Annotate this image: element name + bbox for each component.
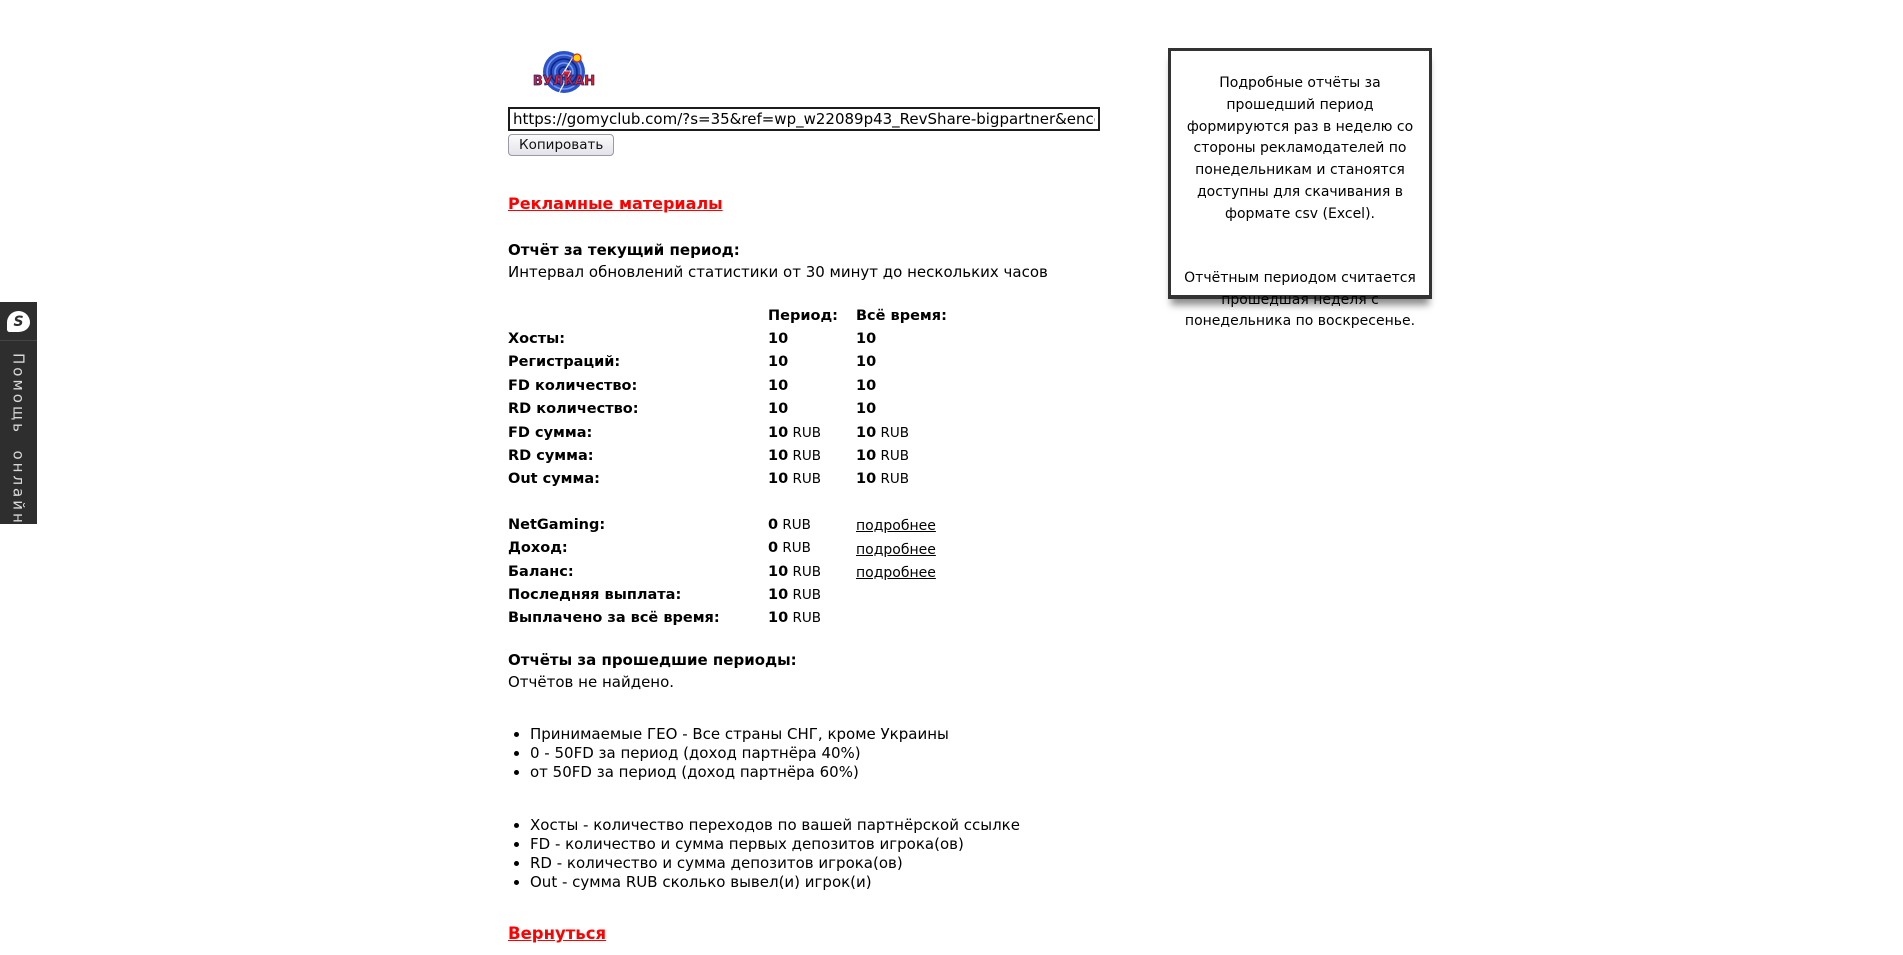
stats-row-label: Регистраций: (508, 354, 621, 371)
balance-value (768, 610, 856, 626)
back-link[interactable]: Вернуться (508, 923, 607, 943)
stats-row-label: RD количество: (508, 401, 639, 418)
balance-row-label: Последняя выплата: (508, 586, 682, 603)
value-number: 10 (768, 401, 789, 418)
value-number: 10 (768, 471, 789, 488)
value-unit: RUB (788, 563, 822, 580)
balance-row-label: Баланс: (508, 563, 574, 580)
value-number: 10 (856, 354, 877, 371)
balance-row-label: Доход: (508, 540, 568, 557)
stats-row-label: Out сумма: (508, 471, 600, 488)
stats-table (508, 304, 1168, 491)
past-reports-title: Отчёты за прошедшие периоды: (508, 651, 797, 670)
report-info-box (1168, 48, 1432, 330)
info-paragraph-weekly: Подробные отчёты за прошедший период формируются раз в неделю со стороны рекламодателей по понедельникам и станоятся доступны для скачивания в формате csv (Excel). (1186, 75, 1414, 222)
value-unit: RUB (876, 471, 910, 488)
value-number: 10 (768, 563, 789, 580)
stats-update-note: Интервал обновлений статистики от 30 минут до нескольких часов (508, 263, 1048, 281)
value-unit: RUB (778, 540, 811, 557)
info-paragraph-period: Отчётным периодом считается прошедшая неделя с понедельника по воскресенье. (1184, 269, 1416, 330)
value-number: 10 (768, 424, 789, 441)
value-number: 10 (856, 448, 877, 465)
stats-period-value (768, 448, 856, 464)
help-online-sidebar[interactable] (0, 302, 37, 524)
value-number: 10 (768, 586, 789, 603)
balance-row-label: Выплачено за всё время: (508, 610, 720, 627)
glossary-item: • Out - сумма RUB сколько вывел(и) игрок(и) (530, 875, 1168, 890)
value-number: 0 (768, 516, 779, 533)
details-link-netgaming[interactable]: подробнее (856, 518, 936, 535)
details-link-income[interactable]: подробнее (856, 541, 936, 558)
value-unit: RUB (778, 516, 811, 533)
terms-item: • Принимаемые ГЕО - Все страны СНГ, кроме Украины (530, 727, 1168, 742)
glossary-list (530, 815, 1168, 891)
value-number: 10 (768, 331, 789, 348)
terms-item: • от 50FD за период (доход партнёра 60%) (530, 765, 1168, 780)
stats-period-value (768, 425, 856, 441)
value-number: 10 (768, 610, 789, 627)
stats-row-label: Хосты: (508, 331, 566, 348)
value-unit: RUB (788, 610, 822, 627)
stats-row-label: FD сумма: (508, 424, 593, 441)
current-report-title: Отчёт за текущий период: (508, 241, 740, 259)
stats-period-value (768, 331, 856, 347)
terms-item: • 0 - 50FD за период (доход партнёра 40%) (530, 746, 1168, 761)
stats-alltime-value (856, 378, 1026, 394)
chat-icon-section[interactable] (0, 302, 37, 341)
stats-alltime-value (856, 425, 1026, 441)
value-number: 10 (856, 377, 877, 394)
value-unit: RUB (876, 424, 910, 441)
starburst-icon (573, 54, 581, 62)
stats-period-value (768, 378, 856, 394)
value-unit: RUB (788, 586, 822, 603)
stats-alltime-value (856, 354, 1026, 370)
balance-table (508, 513, 1168, 630)
value-number: 10 (856, 424, 877, 441)
vulkan-logo-image (532, 49, 596, 101)
balance-value (768, 540, 856, 556)
referral-link-input[interactable] (508, 107, 1100, 131)
stats-row-label: FD количество: (508, 377, 638, 394)
value-number: 10 (768, 448, 789, 465)
value-unit: RUB (788, 448, 822, 465)
value-unit: RUB (788, 424, 822, 441)
promo-materials-link[interactable]: Рекламные материалы (508, 194, 723, 213)
logo-text: ВУЛКАН (532, 74, 596, 89)
terms-list (530, 727, 1168, 780)
stats-period-value (768, 471, 856, 487)
details-link-balance[interactable]: подробнее (856, 565, 936, 582)
stats-period-value (768, 401, 856, 417)
value-number: 0 (768, 540, 779, 557)
stats-alltime-value (856, 471, 1026, 487)
glossary-item: • RD - количество и сумма депозитов игрока(ов) (530, 856, 1168, 871)
column-header-alltime: Всё время: (856, 307, 947, 324)
help-online-label: Помощь онлайн (9, 353, 28, 526)
value-number: 10 (768, 354, 789, 371)
no-reports-message: Отчётов не найдено. (508, 673, 675, 692)
chat-icon[interactable]: S (7, 311, 30, 332)
balance-value (768, 587, 856, 603)
balance-value (768, 517, 856, 533)
glossary-item: • FD - количество и сумма первых депозитов игрока(ов) (530, 837, 1168, 852)
stats-alltime-value (856, 401, 1026, 417)
stats-row-label: RD сумма: (508, 448, 594, 465)
value-unit: RUB (876, 448, 910, 465)
stats-alltime-value (856, 331, 1026, 347)
balance-row-label: NetGaming: (508, 516, 606, 533)
vulkan-logo (532, 49, 596, 101)
value-number: 10 (856, 401, 877, 418)
value-unit: RUB (788, 471, 822, 488)
copy-button[interactable]: Копировать (508, 134, 614, 156)
value-number: 10 (856, 331, 877, 348)
glossary-item: • Хосты - количество переходов по вашей партнёрской ссылке (530, 818, 1168, 833)
stats-alltime-value (856, 448, 1026, 464)
value-number: 10 (856, 471, 877, 488)
stats-period-value (768, 354, 856, 370)
balance-value (768, 564, 856, 580)
column-header-period: Период: (768, 307, 838, 324)
value-number: 10 (768, 377, 789, 394)
main-content (508, 0, 1168, 943)
